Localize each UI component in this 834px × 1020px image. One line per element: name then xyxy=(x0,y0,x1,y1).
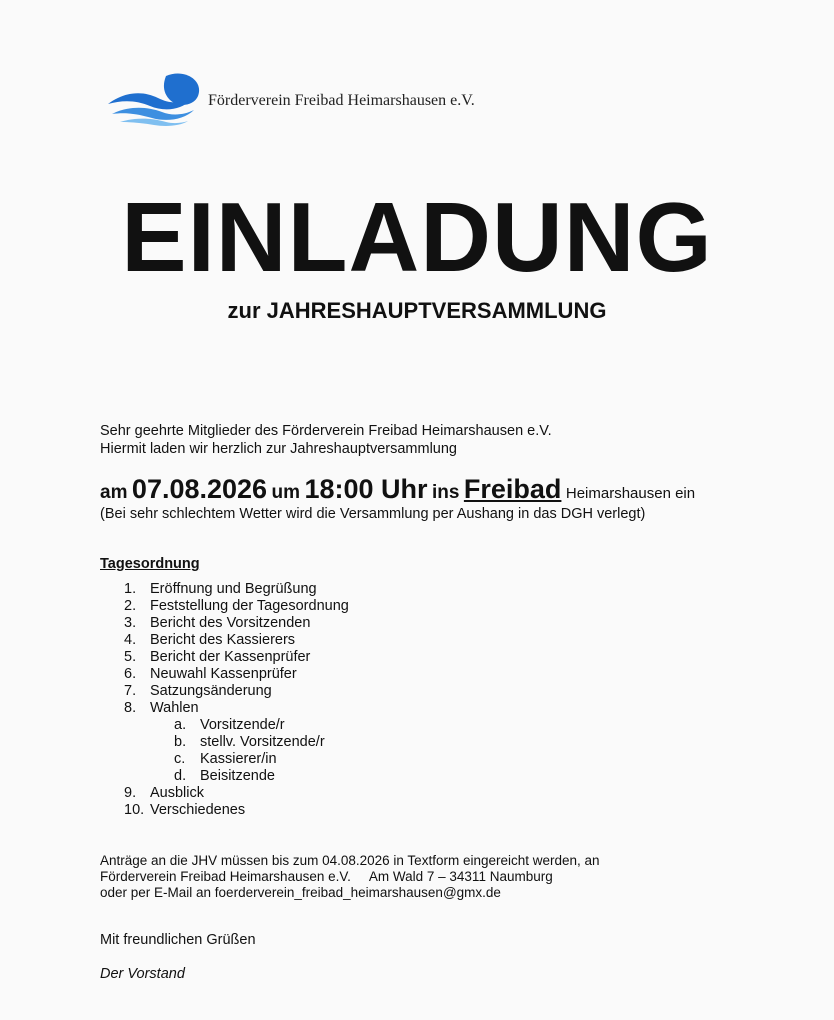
agenda-item-text: Beisitzende xyxy=(200,768,275,784)
footer-line: Förderverein Freibad Heimarshausen e.V. Am Wald 7 – 34311 Naumburg xyxy=(100,869,553,884)
agenda-item-number: 3. xyxy=(124,615,137,631)
meeting-location: Heimarshausen ein xyxy=(565,485,696,502)
meeting-time: 18:00 Uhr xyxy=(304,474,428,504)
agenda-item xyxy=(124,751,349,768)
agenda-item-number: 7. xyxy=(124,683,137,699)
um-word: um xyxy=(271,482,301,503)
agenda-item xyxy=(124,734,349,751)
agenda-item-number: 2. xyxy=(124,598,137,614)
agenda-item xyxy=(124,717,349,734)
wave-logo-icon xyxy=(106,70,202,126)
meeting-date: 07.08.2026 xyxy=(131,474,268,504)
am-word: am xyxy=(100,482,128,503)
intro-line: Sehr geehrte Mitglieder des Förderverein Freibad Heimarshausen e.V. xyxy=(100,423,552,439)
agenda-item xyxy=(124,649,349,666)
agenda-item xyxy=(124,683,349,700)
org-name: Förderverein Freibad Heimarshausen e.V. xyxy=(208,92,475,109)
agenda-item-text: Bericht der Kassenprüfer xyxy=(150,649,311,665)
agenda-item-number: 4. xyxy=(124,632,137,648)
agenda-item-number: b. xyxy=(174,734,187,750)
agenda-item-number: a. xyxy=(174,717,187,733)
page-title: EINLADUNG xyxy=(121,182,713,292)
intro-line: Hiermit laden wir herzlich zur Jahreshauptversammlung xyxy=(100,441,457,457)
intro xyxy=(100,422,552,458)
agenda-item-text: Ausblick xyxy=(150,785,204,801)
agenda-item xyxy=(124,802,349,819)
greeting: Mit freundlichen Grüßen xyxy=(100,932,256,948)
footer-line: Anträge an die JHV müssen bis zum 04.08.2026 in Textform eingereicht werden, an xyxy=(100,853,600,868)
agenda-item-number: 8. xyxy=(124,700,137,716)
agenda-item xyxy=(124,632,349,649)
agenda-item-number: 1. xyxy=(124,581,137,597)
agenda-item-text: Wahlen xyxy=(150,700,199,716)
page-subtitle: zur JAHRESHAUPTVERSAMMLUNG xyxy=(227,298,607,323)
footer-line: oder per E-Mail an foerderverein_freibad_heimarshausen@gmx.de xyxy=(100,885,501,900)
footer-text xyxy=(100,853,600,901)
agenda-list xyxy=(124,581,349,819)
agenda-item-number: 9. xyxy=(124,785,137,801)
ins-word: ins xyxy=(431,482,460,503)
agenda-item-number: 6. xyxy=(124,666,137,682)
meeting-venue: Freibad xyxy=(463,474,562,504)
agenda-item-text: Kassierer/in xyxy=(200,751,277,767)
agenda-item-text: Eröffnung und Begrüßung xyxy=(150,581,317,597)
agenda-item-text: Verschiedenes xyxy=(150,802,246,818)
meeting-line xyxy=(100,474,695,505)
agenda-item xyxy=(124,785,349,802)
agenda-item-text: Feststellung der Tagesordnung xyxy=(150,598,349,614)
agenda-item-text: stellv. Vorsitzende/r xyxy=(200,734,325,750)
agenda-item xyxy=(124,598,349,615)
agenda-item xyxy=(124,615,349,632)
agenda-item-number: d. xyxy=(174,768,187,784)
agenda-item-number: 5. xyxy=(124,649,137,665)
agenda-item-text: Bericht des Vorsitzenden xyxy=(150,615,311,631)
agenda-item-text: Vorsitzende/r xyxy=(200,717,285,733)
agenda-item-number: c. xyxy=(174,751,186,767)
agenda-item xyxy=(124,768,349,785)
weather-note: (Bei sehr schlechtem Wetter wird die Versammlung per Aushang in das DGH verlegt) xyxy=(100,506,646,522)
agenda-item xyxy=(124,700,349,717)
signature: Der Vorstand xyxy=(100,966,185,982)
agenda-item-text: Neuwahl Kassenprüfer xyxy=(150,666,297,682)
agenda-item-text: Bericht des Kassierers xyxy=(150,632,296,648)
agenda-item xyxy=(124,581,349,598)
agenda-item xyxy=(124,666,349,683)
agenda-item-number: 10. xyxy=(124,802,145,818)
agenda-item-text: Satzungsänderung xyxy=(150,683,272,699)
agenda-title: Tagesordnung xyxy=(100,556,200,572)
